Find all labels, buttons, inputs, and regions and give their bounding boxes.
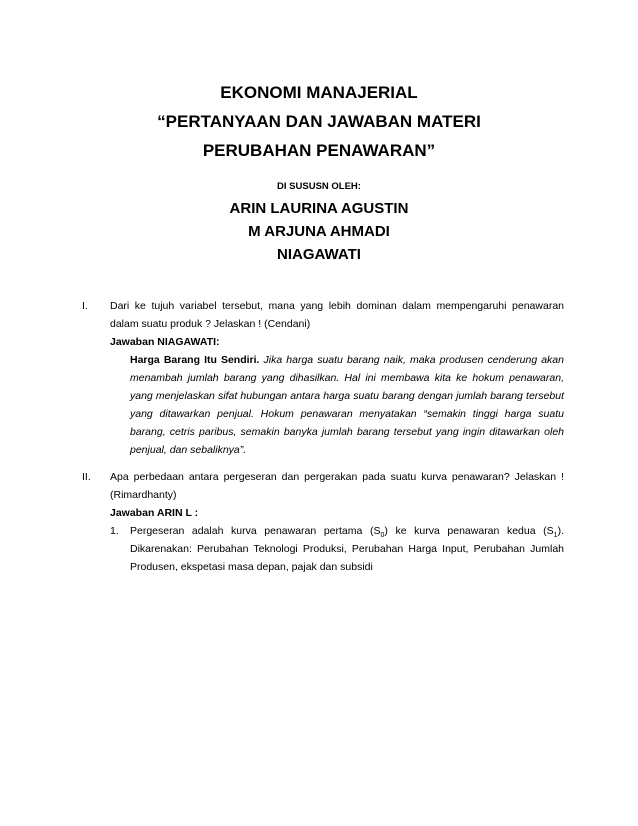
title-line-2: “PERTANYAAN DAN JAWABAN MATERI — [157, 112, 481, 131]
subscript-1: 1 — [553, 532, 558, 540]
section-content — [110, 297, 564, 459]
title-line-1: EKONOMI MANAJERIAL — [220, 83, 418, 102]
item-text-part-2: ) ke kurva penawaran kedua (S — [384, 525, 554, 537]
document-header — [0, 78, 638, 266]
subscript-0: 0 — [380, 532, 385, 540]
answer-body: Jika harga suatu barang naik, maka produsen cenderung akan menambah jumlah barang yang dihasilkan. Hal ini membawa kita ke hokum penawaran, yang menjelaskan sifat hubungan antara harga suatu barang dengan jumlah barang tersebut yang ditawarkan penjual. Hokum penawaran menyatakan “semakin tinggi harga suatu barang, cetris paribus, semakin banyka jumlah barang tersebut yang ingin ditawarkan oleh penjual, dan sebaliknya”. — [130, 354, 564, 456]
item-text-part-1: Pergeseran adalah kurva penawaran pertama (S — [130, 525, 381, 537]
list-item-number: 1. — [110, 525, 119, 537]
section-number: II. — [82, 471, 91, 483]
author-3: NIAGAWATI — [277, 246, 361, 263]
byline: DI SUSUSN OLEH: — [277, 181, 361, 192]
item-text-part-3: ). Dikarenakan: Perubahan Teknologi Produksi, Perubahan Harga Input, Perubahan Jumlah Produsen, ekspetasi masa depan, pajak dan subsidi — [130, 525, 564, 573]
title-line-3: PERUBAHAN PENAWARAN” — [202, 141, 436, 160]
answer-text — [130, 351, 564, 459]
question-text: Dari ke tujuh variabel tersebut, mana yang lebih dominan dalam mempengaruhi penawaran dalam suatu produk ? Jelaskan ! (Cendani) — [110, 300, 564, 330]
answer-lead: Harga Barang Itu Sendiri. — [130, 354, 260, 366]
list-item — [110, 522, 564, 576]
section-number: I. — [82, 300, 88, 312]
answer-label: Jawaban ARIN L : — [110, 507, 199, 519]
section-1 — [82, 297, 564, 459]
list-item-text — [130, 522, 564, 576]
author-2: M ARJUNA AHMADI — [248, 223, 390, 240]
question-text: Apa perbedaan antara pergeseran dan pergerakan pada suatu kurva penawaran? Jelaskan ! (Rimardhanty) — [110, 471, 564, 501]
answer-label: Jawaban NIAGAWATI: — [110, 336, 220, 348]
section-content — [110, 468, 564, 576]
author-1: ARIN LAURINA AGUSTIN — [229, 200, 409, 217]
section-2 — [82, 468, 564, 576]
